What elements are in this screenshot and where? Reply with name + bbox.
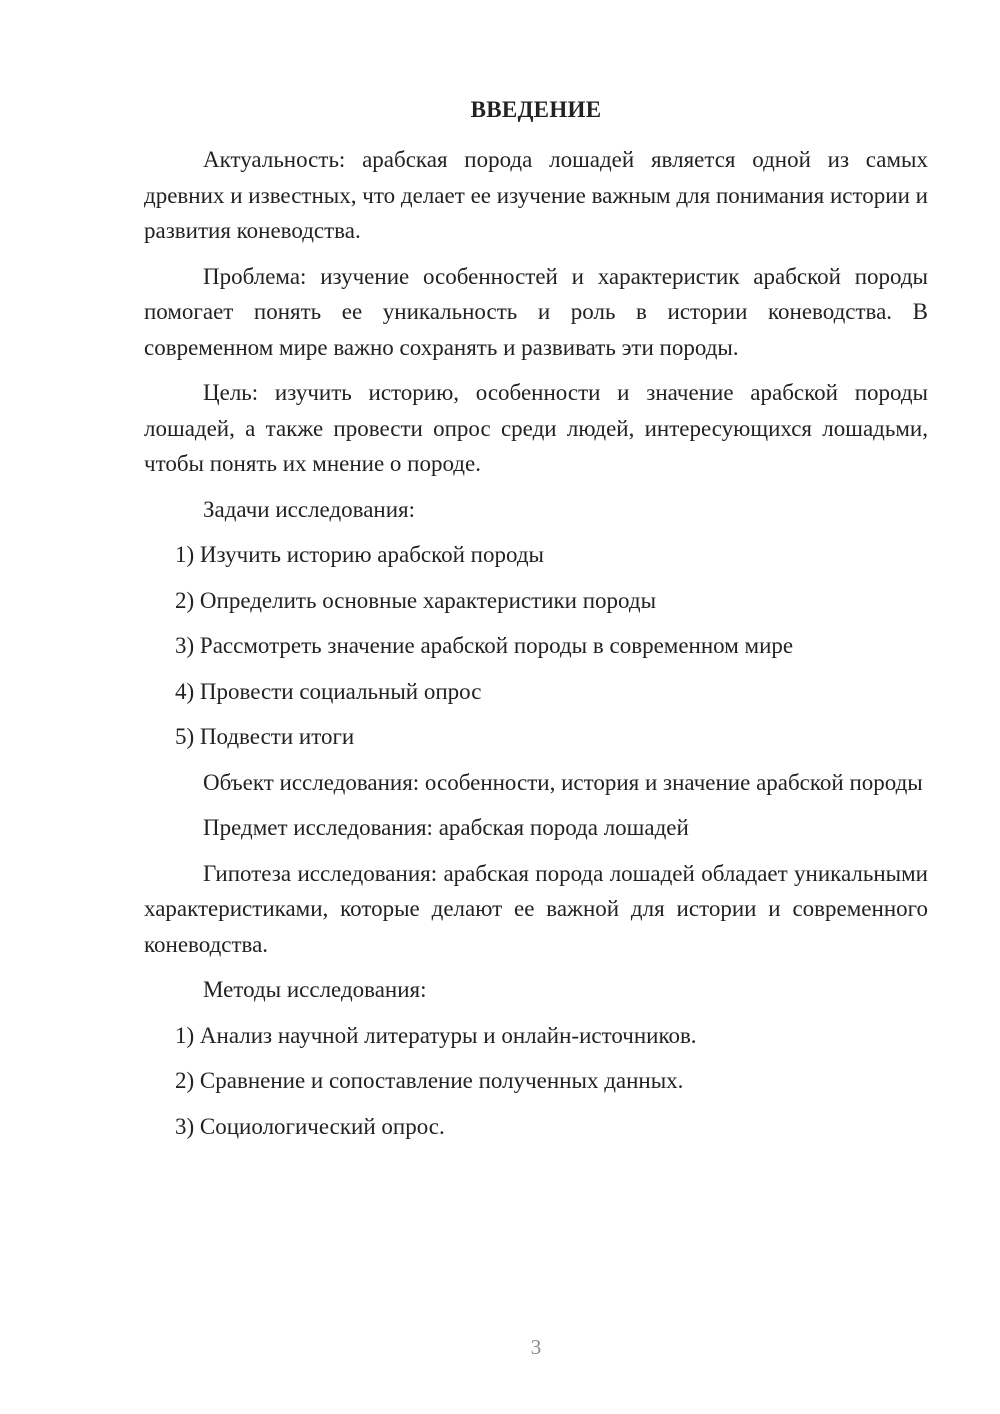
problem-paragraph: Проблема: изучение особенностей и характеристик арабской породы помогает понять ее уникальность и роль в истории коневодства. В современном мире важно сохранять и развивать эти породы. xyxy=(144,263,928,360)
task-item: 2) Определить основные характеристики породы xyxy=(175,587,657,613)
method-item: 3) Социологический опрос. xyxy=(175,1113,445,1139)
hypothesis-paragraph: Гипотеза исследования: арабская порода лошадей обладает уникальными характеристиками, которые делают ее важной для истории и современного коневодства. xyxy=(144,860,928,957)
page-content xyxy=(144,142,928,1154)
tasks-heading: Задачи исследования: xyxy=(203,496,416,522)
page-title: ВВЕДЕНИЕ xyxy=(470,97,602,122)
object-paragraph: Объект исследования: особенности, история и значение арабской породы xyxy=(203,769,923,795)
goal-paragraph: Цель: изучить историю, особенности и значение арабской породы лошадей, а также провести опрос среди людей, интересующихся лошадьми, чтобы понять их мнение о породе. xyxy=(144,380,928,476)
method-item: 1) Анализ научной литературы и онлайн-источников. xyxy=(175,1022,697,1048)
method-item: 2) Сравнение и сопоставление полученных данных. xyxy=(175,1068,684,1093)
task-item: 3) Рассмотреть значение арабской породы в современном мире xyxy=(175,633,794,658)
methods-heading: Методы исследования: xyxy=(203,977,427,1002)
task-item: 1) Изучить историю арабской породы xyxy=(175,542,544,567)
task-item: 5) Подвести итоги xyxy=(175,724,355,749)
subject-paragraph: Предмет исследования: арабская порода лошадей xyxy=(203,815,689,840)
relevance-paragraph: Актуальность: арабская порода лошадей является одной из самых древних и известных, что делает ее изучение важным для понимания истории и развития коневодства. xyxy=(144,147,928,243)
page-number: 3 xyxy=(530,1335,542,1359)
task-item: 4) Провести социальный опрос xyxy=(175,678,482,704)
